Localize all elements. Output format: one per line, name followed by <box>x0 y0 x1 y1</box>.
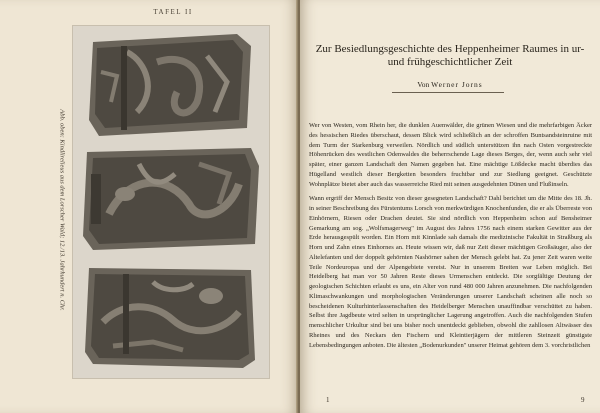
byline-divider <box>392 92 504 93</box>
page-number-left: 1 <box>326 396 330 404</box>
photo-plate <box>72 25 270 379</box>
plate-title: TAFEL II <box>153 8 193 16</box>
left-page <box>0 0 298 413</box>
relief-stone-middle-image <box>79 144 263 254</box>
relief-stone-bottom-image <box>83 262 259 372</box>
article-byline <box>310 80 590 89</box>
article-heading: Zur Besiedlungsgeschichte des Heppenheimer Raumes in ur- und frühgeschichtlicher Zeit <box>315 43 585 68</box>
relief-stone-top-image <box>87 32 255 138</box>
plate-side-caption: Abb. oben: Kindlirelieus aus dem Lorscher Wald; 12./13. Jahrhundert n. Chr. <box>58 109 66 311</box>
paragraph: Wer von Westen, vom Rhein her, die dunklen Auenwälder, die grünen Wiesen und die mehrfarbigen Äcker des hessischen Riedes überschaut, dessen Blick wird schließlich an der schroffen Buntsandsteinruine mit dem Turm der Starkenburg verweilen. Nördlich und südlich unterstützen ihn nach Osten vorgestreckte Höhenrücken des westlichen Odenwaldes die beherrschende Lage dieses Berges, der, wenn auch sehr viel später, einer ganzen Landschaft den Namen gegeben hat. Eine mächtige Lößdecke macht überdies das Hügelland westlich dieser Bergketten besonders fruchtbar und zur Siedlung geeignet. Geschützte Wohnplätze bietet aber auch das wasserreiche Ried mit seinen ausgedehnten Dünen und Flußinseln. <box>309 122 592 188</box>
paragraph: Wann ergriff der Mensch Besitz von dieser gesegneten Landschaft? Dahl berichtet um die Mitte des 18. Jh. in seiner Beschreibung des Fürstentums Lorsch von merkwürdigen Knochenfunden, die er als Überreste von Einhörnern, Riesen oder Drachen deutet. Sie sind nördlich von Heppenheim schon auf Bensheimer Gemarkung am sog. „Wolfsmagerweg" im August des Jahres 1756 nach einem starken Gewitter aus der Erde herausgespült worden. Ein Horn mit Kinnlade sah damals die medizinische Fakultät in Straßburg als Horn und Zahn eines Einhornes an. Heute wissen wir, daß nur Zeit dieser mächtigen Großsäuger, also der Altelefanten und der doppelt gehörnten Nashörner sahen der Mensch gelebt hat. Zu jener Zeit waren weite Teile Nordeuropas und der Alpengebiete vereist. Nur in unserem Breiten war Leben möglich. Bei Heidelberg hat man vor 50 Jahren Reste dieses Urmenschen entdeckt. Die sorgfältige Deutung der geologischen Schichten erlaubt es uns, ein Alter von rund 480 000 Jahren anzunehmen. Die nachfolgenden Klimaschwankungen und morphologischen Veränderungen unserer Landschaft scheinen alle noch so bescheidenen Kulturhinterlassenschaften des Heidelberger Menschen unauffindbar verschüttet zu haben. Selbst ihre Jagdbeute wird selten in ursprünglicher Lagerung angetroffen. Auch die nachfolgenden Stufen menschlicher Urkultur sind bei uns bisher noch unentdeckt geblieben, obwohl die zahllosen Altwässer des Rheines und des Neckars den Fischern und Kleintierjägern der mittleren Steinzeit günstigste Lebensbedingungen anboten. Die ältesten „Bodenurkunden" unserer Heimat gehören dem 3. vorchristlichen <box>309 195 592 349</box>
article-body <box>309 121 592 355</box>
page-number-right: 9 <box>581 396 585 404</box>
byline-prefix: Von <box>417 80 430 89</box>
author-name: Werner Jorns <box>431 80 483 89</box>
